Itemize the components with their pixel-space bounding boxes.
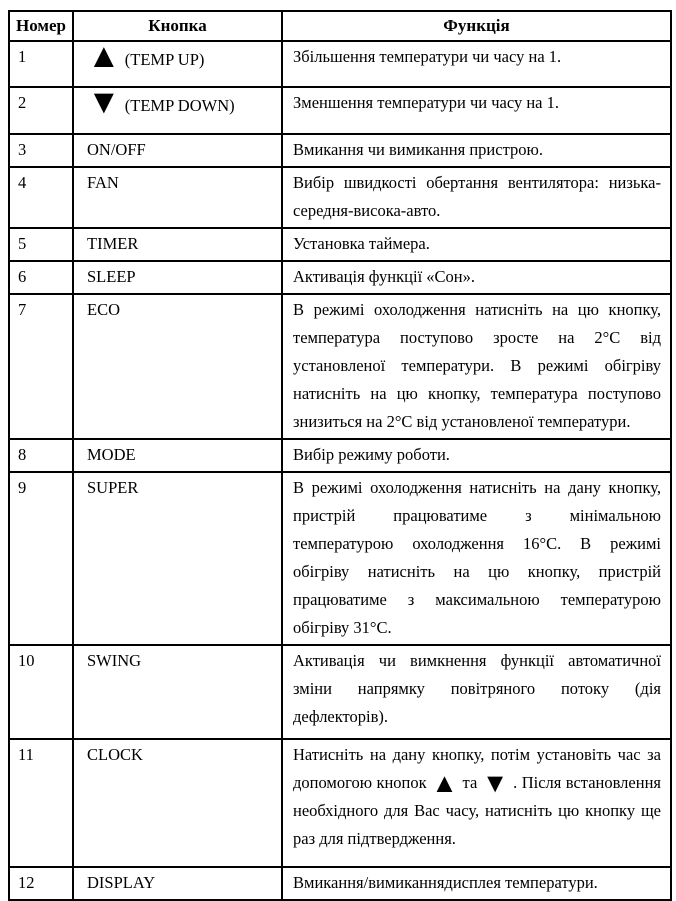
- table-row-clock: [9, 739, 671, 867]
- table-row-eco: [9, 294, 671, 439]
- button-label: (TEMP UP): [124, 50, 205, 69]
- button-label: SLEEP: [73, 261, 282, 294]
- table-row-display: [9, 867, 671, 900]
- row-number: 11: [9, 739, 73, 867]
- button-label: ON/OFF: [73, 134, 282, 167]
- row-number: 2: [9, 87, 73, 134]
- function-cell: Вмикання/вимиканнядисплея температури.: [282, 867, 671, 900]
- function-cell: Активація функції «Сон».: [282, 261, 671, 294]
- button-label: SUPER: [73, 472, 282, 645]
- clock-temp-down-icon: ▼: [481, 768, 509, 798]
- row-number: 9: [9, 472, 73, 645]
- function-cell: В режимі охолодження натисніть на цю кнопку, температура поступово зросте на 2°С від установленої температури. В режимі обігріву натисніть на цю кнопку, температура поступово знизиться на 2°С від установленої температури.: [282, 294, 671, 439]
- function-cell: Активація чи вимкнення функції автоматичної зміни напрямку повітряного потоку (дія дефлекторів).: [282, 645, 671, 739]
- row-number: 3: [9, 134, 73, 167]
- table-row-super: [9, 472, 671, 645]
- row-number: 8: [9, 439, 73, 472]
- temp-up-icon: ▲: [87, 38, 121, 75]
- table-row-on-off: [9, 134, 671, 167]
- button-label: CLOCK: [73, 739, 282, 867]
- row-number: 1: [9, 41, 73, 87]
- button-label: TIMER: [73, 228, 282, 261]
- table-row-temp-up: [9, 41, 671, 87]
- table-row-fan: [9, 167, 671, 228]
- function-cell: Збільшення температури чи часу на 1.: [282, 41, 671, 87]
- button-label: (TEMP DOWN): [124, 96, 235, 115]
- function-cell: [282, 739, 671, 867]
- button-label: FAN: [73, 167, 282, 228]
- temp-down-icon: ▼: [87, 84, 121, 121]
- clock-temp-up-icon: ▲: [431, 768, 459, 798]
- function-cell: Зменшення температури чи часу на 1.: [282, 87, 671, 134]
- button-functions-table: [8, 10, 672, 901]
- function-cell: Вмикання чи вимикання пристрою.: [282, 134, 671, 167]
- table-row-timer: [9, 228, 671, 261]
- table-row-mode: [9, 439, 671, 472]
- button-label: SWING: [73, 645, 282, 739]
- header-button: Кнопка: [73, 11, 282, 41]
- table-row-sleep: [9, 261, 671, 294]
- clock-function-text-2: . Після встановлення необхідного для Вас часу, натисніть цю кнопку ще раз для підтвердження.: [293, 773, 661, 848]
- button-cell: [73, 38, 282, 87]
- table-row-swing: [9, 645, 671, 739]
- function-cell: В режимі охолодження натисніть на дану кнопку, пристрій працюватиме з мінімальною температурою охолодження 16°С. В режимі обігріву натисніть на цю кнопку, пристрій працюватиме з максимальною температурою обігріву 31°С.: [282, 472, 671, 645]
- header-function: Функція: [282, 11, 671, 41]
- row-number: 7: [9, 294, 73, 439]
- row-number: 6: [9, 261, 73, 294]
- button-label: DISPLAY: [73, 867, 282, 900]
- button-label: MODE: [73, 439, 282, 472]
- function-cell: Вибір швидкості обертання вентилятора: низька-середня-висока-авто.: [282, 167, 671, 228]
- row-number: 10: [9, 645, 73, 739]
- button-label: ECO: [73, 294, 282, 439]
- row-number: 5: [9, 228, 73, 261]
- clock-function-text-1: Натисніть на дану кнопку, потім установіть час за допомогою кнопок: [293, 745, 661, 792]
- header-number: Номер: [9, 11, 73, 41]
- row-number: 4: [9, 167, 73, 228]
- function-cell: Вибір режиму роботи.: [282, 439, 671, 472]
- row-number: 12: [9, 867, 73, 900]
- clock-function-conjunction: та: [462, 773, 478, 792]
- function-cell: Установка таймера.: [282, 228, 671, 261]
- table-row-temp-down: [9, 87, 671, 134]
- button-cell: [73, 84, 282, 134]
- header-row: [9, 11, 671, 41]
